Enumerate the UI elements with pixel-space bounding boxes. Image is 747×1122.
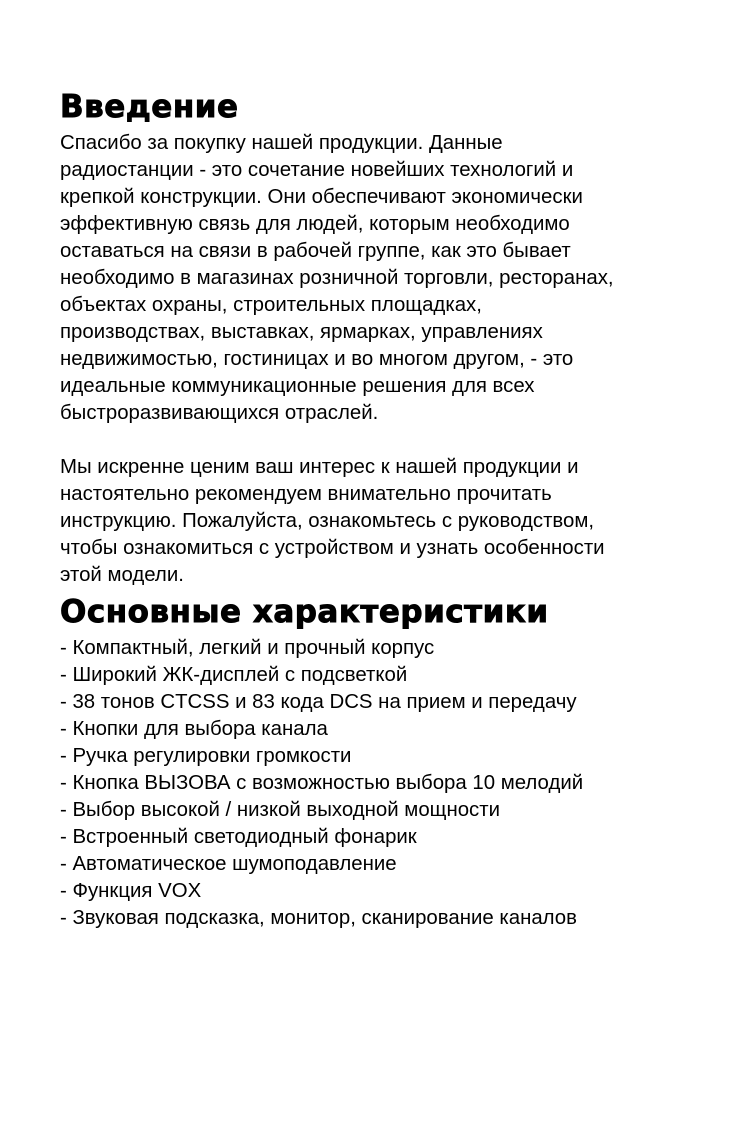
text-line: производствах, выставках, ярмарках, управлениях <box>60 321 543 343</box>
document-page <box>60 84 720 932</box>
text-line: оставаться на связи в рабочей группе, как это бывает <box>60 240 571 262</box>
text-line: этой модели. <box>60 564 184 586</box>
text-line: быстроразвивающихся отраслей. <box>60 402 379 424</box>
text-line: идеальные коммуникационные решения для всех <box>60 375 535 397</box>
list-item: - Выбор высокой / низкой выходной мощности <box>60 799 500 821</box>
intro-paragraph-1 <box>60 130 720 427</box>
list-item: - Функция VOX <box>60 880 202 902</box>
list-item: - Широкий ЖК-дисплей с подсветкой <box>60 664 408 686</box>
text-line: Мы искренне ценим ваш интерес к нашей продукции и <box>60 456 579 478</box>
list-item: - Кнопка ВЫЗОВА с возможностью выбора 10 мелодий <box>60 772 584 794</box>
list-item: - 38 тонов CTCSS и 83 кода DCS на прием и передачу <box>60 691 577 713</box>
list-item: - Кнопки для выбора канала <box>60 718 328 740</box>
paragraph-spacer <box>60 427 720 454</box>
intro-paragraph-2 <box>60 454 720 589</box>
text-line: настоятельно рекомендуем внимательно прочитать <box>60 483 552 505</box>
text-line: эффективную связь для людей, которым необходимо <box>60 213 570 235</box>
list-item: - Ручка регулировки громкости <box>60 745 352 767</box>
list-item: - Звуковая подсказка, монитор, сканирование каналов <box>60 907 577 929</box>
text-line: объектах охраны, строительных площадках, <box>60 294 482 316</box>
features-list <box>60 635 720 932</box>
text-line: Спасибо за покупку нашей продукции. Данные <box>60 132 503 154</box>
text-line: недвижимостью, гостиницах и во многом другом, - это <box>60 348 574 370</box>
text-line: необходимо в магазинах розничной торговли, ресторанах, <box>60 267 614 289</box>
text-line: инструкцию. Пожалуйста, ознакомьтесь с руководством, <box>60 510 595 532</box>
list-item: - Автоматическое шумоподавление <box>60 853 397 875</box>
intro-heading: Введение <box>60 89 239 125</box>
text-line: радиостанции - это сочетание новейших технологий и <box>60 159 574 181</box>
features-heading: Основные характеристики <box>60 594 549 630</box>
text-line: крепкой конструкции. Они обеспечивают экономически <box>60 186 583 208</box>
text-line: чтобы ознакомиться с устройством и узнать особенности <box>60 537 605 559</box>
list-item: - Встроенный светодиодный фонарик <box>60 826 417 848</box>
list-item: - Компактный, легкий и прочный корпус <box>60 637 435 659</box>
